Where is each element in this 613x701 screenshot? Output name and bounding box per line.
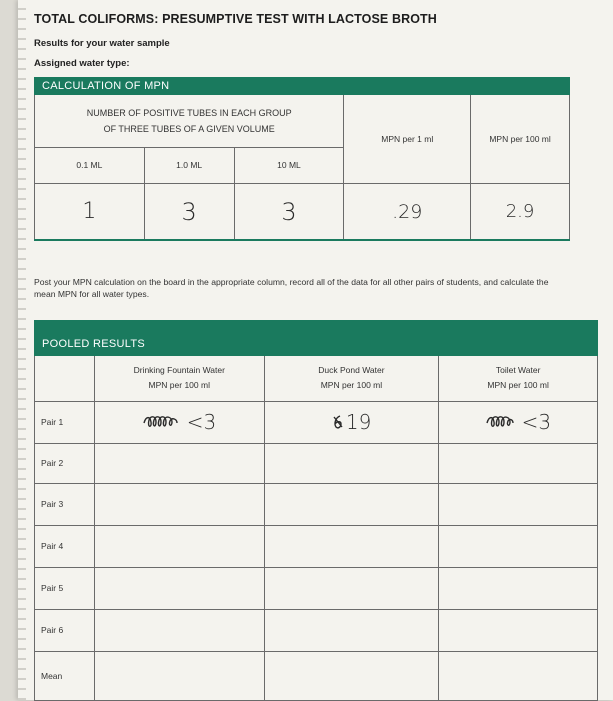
drinking-value: <3 <box>186 410 217 434</box>
row-label: Pair 3 <box>35 483 95 525</box>
mpn-per-1ml-header: MPN per 1 ml <box>344 95 471 184</box>
toilet-water-header-line1: Toilet Water <box>495 365 541 376</box>
toilet-cell <box>439 401 598 443</box>
drinking-value <box>94 525 264 567</box>
tubes-0-1ml-value: 1 <box>35 184 145 240</box>
scribble-mark-icon <box>142 414 180 430</box>
assigned-water-label: Assigned water type: <box>34 58 130 69</box>
worksheet-page <box>18 0 613 700</box>
drinking-cell <box>94 401 264 443</box>
mpn-section-title: CALCULATION OF MPN <box>42 80 170 92</box>
duck-pond-header-line2: MPN per 100 ml <box>320 380 383 391</box>
drinking-value <box>94 483 264 525</box>
row-label: Mean <box>35 651 95 700</box>
duck-value <box>264 609 439 651</box>
duck-value: 19 <box>345 410 372 434</box>
row-label: Pair 2 <box>35 443 95 483</box>
duck-cell <box>264 401 439 443</box>
duck-value <box>264 651 439 700</box>
duck-pond-header <box>264 356 439 401</box>
toilet-value <box>439 483 598 525</box>
tubes-10ml-value: 3 <box>234 184 344 240</box>
crossed-out-digit-icon <box>332 414 344 430</box>
pooled-results-header <box>34 320 598 356</box>
mpn-per-100ml-header: MPN per 100 ml <box>471 95 570 184</box>
duck-value <box>264 567 439 609</box>
page-edge <box>18 0 26 700</box>
toilet-water-header-line2: MPN per 100 ml <box>487 380 549 391</box>
table-row <box>35 525 598 567</box>
mpn-per-100ml-value: 2.9 <box>471 184 570 240</box>
toilet-value <box>439 567 598 609</box>
mpn-section-header <box>34 77 570 95</box>
drinking-water-header-line1: Drinking Fountain Water <box>133 365 225 376</box>
mpn-per-1ml-value: .29 <box>344 184 471 240</box>
duck-pond-header-line1: Duck Pond Water <box>318 365 385 376</box>
duck-value <box>264 483 439 525</box>
table-row <box>35 401 598 443</box>
col-10ml-header: 10 ML <box>234 147 344 183</box>
drinking-value <box>94 567 264 609</box>
tubes-1-0ml-value: 3 <box>144 184 234 240</box>
pair-column-header <box>35 356 95 401</box>
tube-group-header-line2: OF THREE TUBES OF A GIVEN VOLUME <box>103 123 275 134</box>
row-label: Pair 5 <box>35 567 95 609</box>
toilet-water-header <box>439 356 598 401</box>
table-row <box>35 567 598 609</box>
instructions-text: Post your MPN calculation on the board in the appropriate column, record all of the data for all other pairs of students, and calculate the mean MPN for all water types. <box>34 277 549 299</box>
row-label: Pair 6 <box>35 609 95 651</box>
tube-group-header <box>35 95 344 147</box>
pooled-results-table <box>34 356 598 701</box>
row-label: Pair 4 <box>35 525 95 567</box>
table-row <box>35 651 598 700</box>
mpn-table <box>34 95 570 241</box>
drinking-water-header <box>94 356 264 401</box>
pooled-results-title: POOLED RESULTS <box>42 338 146 350</box>
row-label: Pair 1 <box>35 401 95 443</box>
page-title: TOTAL COLIFORMS: PRESUMPTIVE TEST WITH LACTOSE BROTH <box>34 12 437 26</box>
col-1-0ml-header: 1.0 ML <box>144 147 234 183</box>
toilet-value <box>439 525 598 567</box>
toilet-value <box>439 443 598 483</box>
col-0-1ml-header: 0.1 ML <box>35 147 145 183</box>
drinking-value <box>94 651 264 700</box>
table-row <box>35 443 598 483</box>
drinking-value <box>94 443 264 483</box>
results-subtitle: Results for your water sample <box>34 38 170 49</box>
toilet-value <box>439 651 598 700</box>
toilet-value <box>439 609 598 651</box>
table-row <box>35 483 598 525</box>
toilet-value: <3 <box>521 410 552 434</box>
scribble-mark-icon <box>485 414 515 430</box>
table-row <box>35 609 598 651</box>
drinking-value <box>94 609 264 651</box>
duck-value <box>264 525 439 567</box>
drinking-water-header-line2: MPN per 100 ml <box>148 380 210 391</box>
tube-group-header-line1: NUMBER OF POSITIVE TUBES IN EACH GROUP <box>86 107 292 118</box>
duck-value <box>264 443 439 483</box>
